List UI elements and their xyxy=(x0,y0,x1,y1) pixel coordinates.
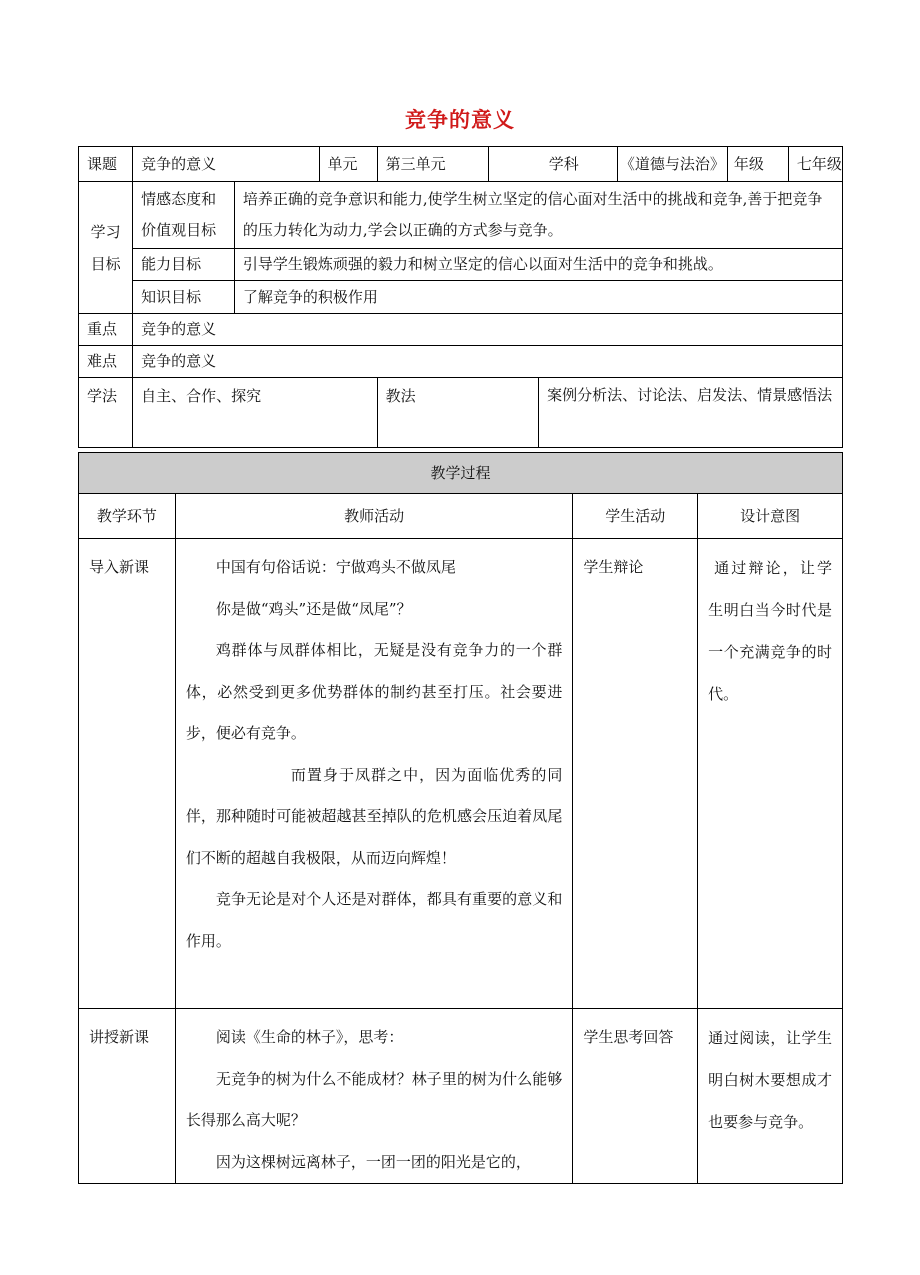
key-label: 重点 xyxy=(79,314,133,346)
goal1-text: 培养正确的竞争意识和能力,使学生树立坚定的信心面对生活中的挑战和竞争,善于把竞争的压力转化为动力,学会以正确的方式参与竞争。 xyxy=(234,182,842,249)
teacher-paragraph: 你是做“鸡头”还是做“凤尾”？ xyxy=(215,599,412,618)
header-student: 学生活动 xyxy=(573,494,698,539)
study-method-label: 学法 xyxy=(79,378,133,448)
lesson-label: 课题 xyxy=(79,147,133,182)
intent-cell xyxy=(698,539,843,1009)
teacher-paragraph: 而置身于凤群之中，因为面临优秀的同伴，那种随时可能被超越甚至掉队的危机感会压迫着凤尾们不断的超越自我极限，从而迈向辉煌！ xyxy=(185,765,563,867)
goals-label-2: 目标 xyxy=(90,254,121,273)
teacher-paragraph: 中国有句俗话说：宁做鸡头不做凤尾 xyxy=(215,558,456,576)
teacher-paragraph: 无竞争的树为什么不能成材？林子里的树为什么能够长得那么高大呢？ xyxy=(185,1069,563,1129)
goal2-text: 引导学生锻炼顽强的毅力和树立坚定的信心以面对生活中的竞争和挑战。 xyxy=(234,249,842,281)
lesson-info-table xyxy=(78,146,843,448)
header-teacher: 教师活动 xyxy=(175,494,572,539)
teacher-cell xyxy=(175,1009,572,1184)
key-value: 竞争的意义 xyxy=(133,314,843,346)
document-title: 竞争的意义 xyxy=(405,107,515,132)
unit-value: 第三单元 xyxy=(377,147,488,182)
student-cell xyxy=(573,539,698,1009)
stage-cell xyxy=(79,539,176,1009)
student-cell xyxy=(573,1009,698,1184)
stage-text: 导入新课 xyxy=(89,558,150,576)
stage-cell xyxy=(79,1009,176,1184)
goal1-label: 情感态度和价值观目标 xyxy=(133,182,235,249)
grade-cell xyxy=(727,147,842,182)
student-text: 学生辩论 xyxy=(583,558,644,576)
process-title: 教学过程 xyxy=(79,453,843,494)
stage-text: 讲授新课 xyxy=(89,1028,150,1046)
grade-label: 年级 xyxy=(728,147,789,181)
teacher-paragraph: 竞争无论是对个人还是对群体，都具有重要的意义和作用。 xyxy=(185,890,563,950)
teacher-cell xyxy=(175,539,572,1009)
difficulty-label: 难点 xyxy=(79,346,133,378)
goal3-text: 了解竞争的积极作用 xyxy=(234,281,842,314)
subject-value: 《道德与法治》 xyxy=(617,147,727,182)
teacher-paragraph: 因为这棵树远离林子，一团一团的阳光是它的， xyxy=(215,1152,531,1171)
header-stage: 教学环节 xyxy=(79,494,176,539)
teacher-paragraph: 阅读《生命的林子》，思考： xyxy=(215,1028,404,1046)
lesson-value: 竞争的意义 xyxy=(133,147,319,182)
unit-label: 单元 xyxy=(319,147,377,182)
study-method-value: 自主、合作、探究 xyxy=(133,378,377,448)
teaching-process-table xyxy=(78,452,843,1184)
header-intent: 设计意图 xyxy=(698,494,843,539)
grade-value: 七年级 xyxy=(796,155,842,173)
subject-label: 学科 xyxy=(488,147,617,182)
goal3-label: 知识目标 xyxy=(133,281,235,314)
intent-text: 通过阅读，让学生明白树木要想成才也要参与竞争。 xyxy=(708,1029,832,1131)
intent-text: 通过辩论，让学生明白当今时代是一个充满竞争的时代。 xyxy=(708,559,832,703)
student-text: 学生思考回答 xyxy=(583,1028,674,1046)
intent-cell xyxy=(698,1009,843,1184)
goals-label-1: 学习 xyxy=(90,222,121,241)
difficulty-value: 竞争的意义 xyxy=(133,346,843,378)
teacher-paragraph: 鸡群体与凤群体相比，无疑是没有竞争力的一个群体，必然受到更多优势群体的制约甚至打压。社会要进步，便必有竞争。 xyxy=(185,641,563,742)
goals-label xyxy=(79,182,133,314)
goal2-label: 能力目标 xyxy=(133,249,235,281)
teaching-method-label: 教法 xyxy=(377,378,539,448)
teaching-method-value: 案例分析法、讨论法、启发法、情景感悟法 xyxy=(539,378,843,448)
